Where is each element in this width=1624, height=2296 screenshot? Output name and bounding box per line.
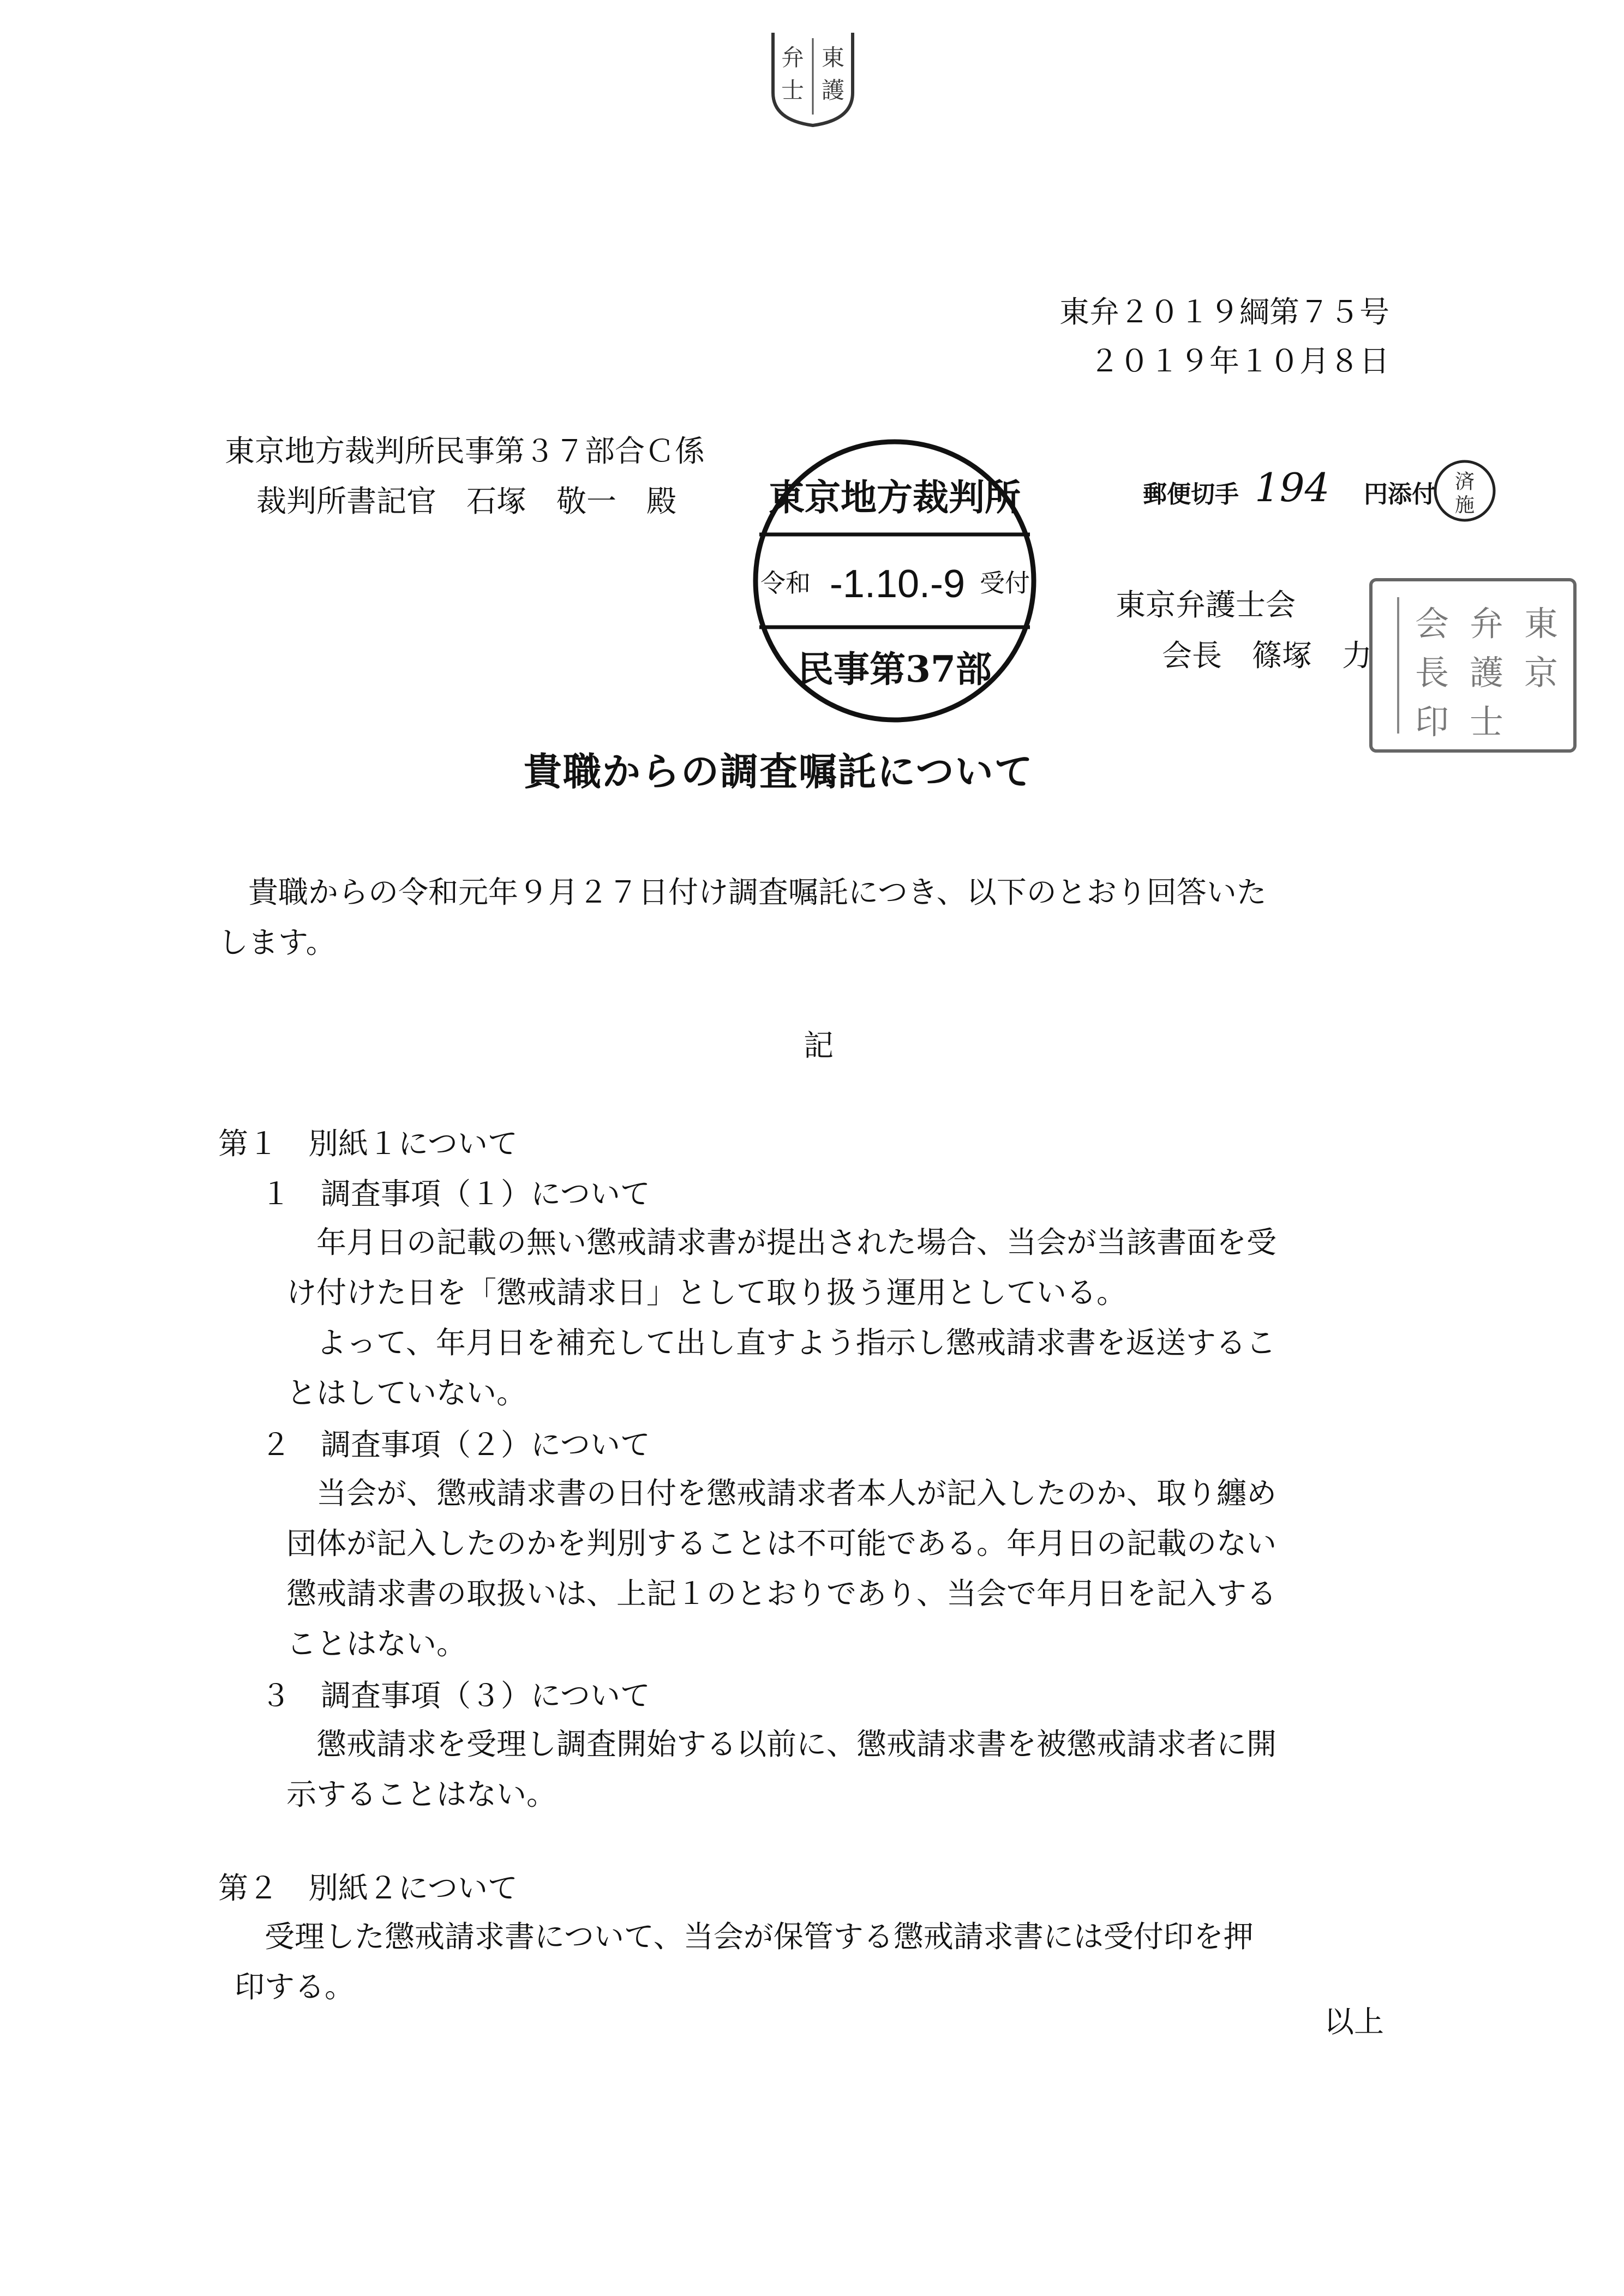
item-2-line: 当会が、懲戒請求書の日付を懲戒請求者本人が記入したのか、取り纏め: [316, 1476, 1277, 1511]
svg-text:会: 会: [1415, 604, 1449, 644]
addressee-court: 東京地方裁判所民事第３７部合Ｃ係: [225, 434, 705, 468]
item-3-line: 示することはない。: [286, 1777, 557, 1812]
reception-received-label: 受付: [980, 568, 1030, 598]
reception-department: 民事第37部: [798, 648, 992, 690]
court-reception-stamp: [747, 434, 1042, 728]
svg-text:済: 済: [1454, 471, 1475, 493]
addressee-clerk: 裁判所書記官 石塚 敬一 殿: [256, 484, 677, 519]
intro-paragraph: [218, 867, 1267, 967]
item-2-line: 団体が記入したのかを判別することは不可能である。年月日の記載のない: [286, 1526, 1277, 1561]
sender-name: 会長 篠塚 力: [1162, 638, 1373, 673]
reception-date: -1.10.-9: [829, 562, 966, 606]
sender-org: 東京弁護士会: [1116, 587, 1296, 622]
item-2-heading: ２ 調査事項（２）について: [261, 1427, 650, 1462]
postage-suffix: 円添付: [1364, 480, 1436, 508]
item-3-heading: ３ 調査事項（３）について: [261, 1678, 650, 1713]
svg-text:護: 護: [1469, 653, 1504, 693]
reception-era: 令和: [760, 568, 811, 598]
svg-text:施: 施: [1454, 494, 1475, 516]
document-title: 貴職からの調査嘱託について: [524, 749, 1034, 794]
postage-initial-seal: [1432, 458, 1497, 524]
section-2-body: [235, 1912, 1254, 2012]
item-3-body: [286, 1719, 1277, 1819]
svg-text:護: 護: [821, 77, 845, 104]
item-1-line: け付けた日を「懲戒請求日」として取り扱う運用としている。: [286, 1275, 1127, 1310]
item-1-line: とはしていない。: [286, 1375, 527, 1410]
postage-label: 郵便切手: [1143, 480, 1239, 508]
svg-text:東: 東: [1524, 604, 1559, 644]
item-3-line: 懲戒請求を受理し調査開始する以前に、懲戒請求書を被懲戒請求者に開: [316, 1727, 1277, 1762]
closing-ijo: 以上: [1323, 2004, 1384, 2039]
president-square-seal: [1367, 575, 1579, 755]
section-2-heading: 第２ 別紙２について: [218, 1871, 518, 1906]
item-2-line: ことはない。: [286, 1626, 467, 1661]
item-1-body: [286, 1217, 1277, 1418]
item-1-line: よって、年月日を補充して出し直すよう指示し懲戒請求書を返送するこ: [316, 1325, 1276, 1360]
intro-line: 貴職からの令和元年９月２７日付け調査嘱託につき、以下のとおり回答いた: [248, 875, 1267, 910]
document-date: ２０１９年１０月８日: [1089, 344, 1389, 378]
item-1-line: 年月日の記載の無い懲戒請求書が提出された場合、当会が当該書面を受: [316, 1225, 1277, 1260]
section-1-heading: 第１ 別紙１について: [218, 1126, 518, 1161]
svg-text:士: 士: [781, 77, 805, 104]
svg-text:印: 印: [1415, 702, 1449, 742]
section-2-line: 受理した懲戒請求書について、当会が保管する懲戒請求書には受付印を押: [265, 1919, 1254, 1954]
top-association-seal: [766, 22, 859, 131]
item-1-heading: １ 調査事項（１）について: [261, 1176, 650, 1211]
svg-text:東: 東: [821, 44, 845, 71]
svg-text:弁: 弁: [1469, 604, 1504, 644]
document-number: 東弁２０１９綱第７５号: [1059, 294, 1389, 329]
svg-text:士: 士: [1469, 702, 1504, 742]
intro-line: します。: [218, 925, 336, 960]
section-2-line: 印する。: [235, 1969, 355, 2004]
svg-text:弁: 弁: [781, 44, 805, 71]
item-2-line: 懲戒請求書の取扱いは、上記１のとおりであり、当会で年月日を記入する: [286, 1576, 1277, 1611]
ki-marker: 記: [804, 1028, 834, 1063]
svg-text:長: 長: [1415, 653, 1449, 693]
reception-court-name: 東京地方裁判所: [769, 476, 1021, 519]
svg-text:京: 京: [1524, 653, 1559, 693]
item-2-body: [286, 1468, 1277, 1669]
postage-amount-handwritten: 194: [1255, 465, 1330, 510]
